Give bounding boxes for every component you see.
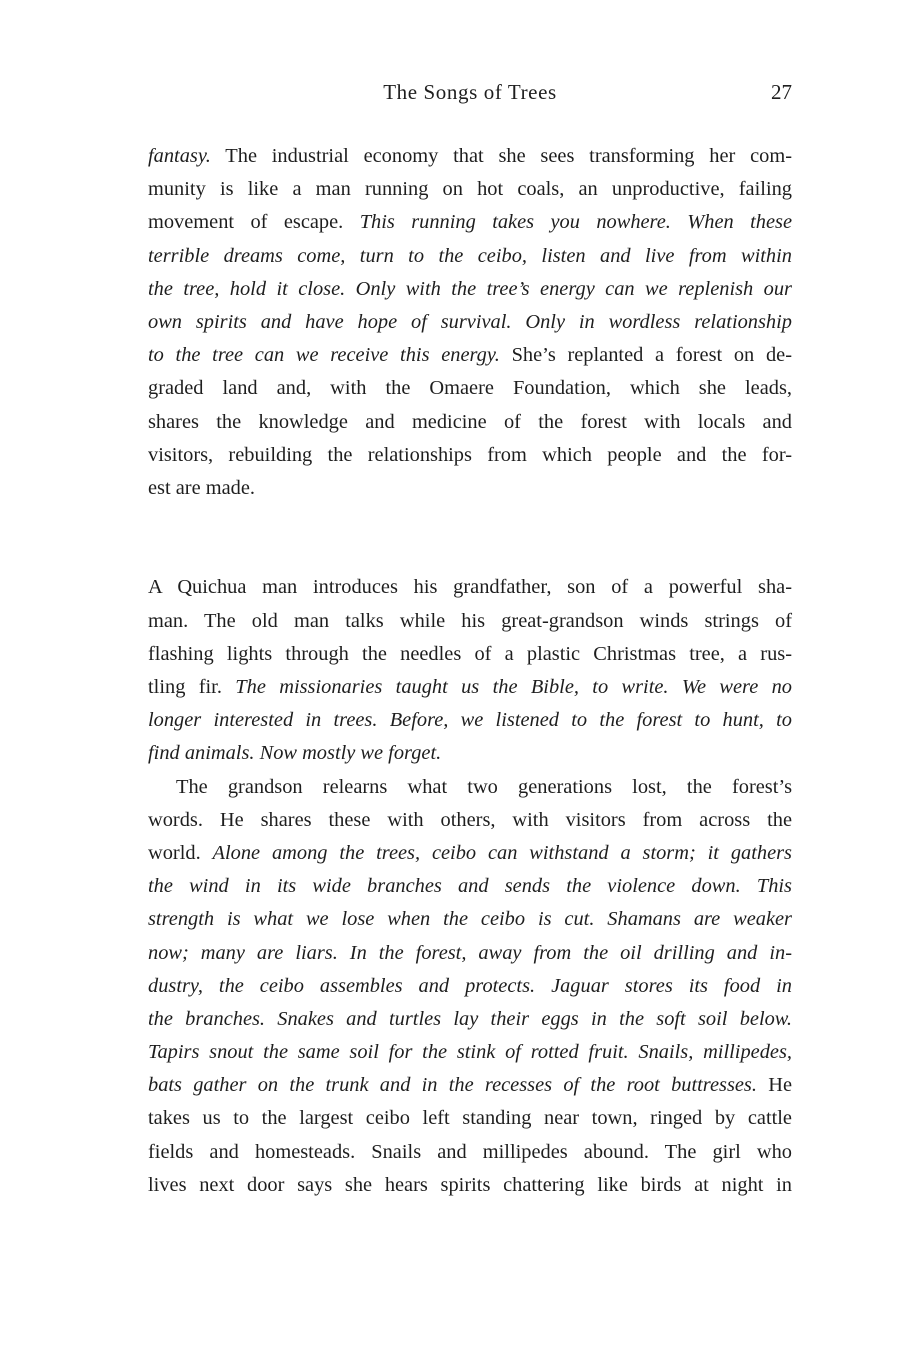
- running-head: [148, 80, 792, 110]
- text-line: The grandson relearns what two generations lost, the forest’s: [176, 775, 792, 798]
- roman-text: The industrial economy that she sees transforming her com-: [210, 145, 792, 167]
- text-line: A Quichua man introduces his grandfather, son of a powerful sha-: [148, 576, 792, 599]
- text-line: [148, 206, 792, 239]
- italic-text: The missionaries taught us the Bible, to write. We were no: [235, 676, 792, 699]
- paragraph-2: [148, 571, 792, 770]
- text-line: terrible dreams come, turn to the ceibo, listen and live from within: [148, 244, 792, 267]
- text-line: [148, 1069, 792, 1102]
- body-text: [148, 140, 792, 1202]
- text-line: the branches. Snakes and turtles lay their eggs in the soft soil below.: [148, 1007, 792, 1030]
- roman-text: He: [756, 1074, 792, 1097]
- italic-text: Alone among the trees, ceibo can withstand a storm; it gathers: [212, 841, 792, 864]
- text-line: [148, 671, 792, 704]
- text-line: dustry, the ceibo assembles and protects. Jaguar stores its food in: [148, 974, 792, 997]
- text-line: [148, 140, 792, 173]
- text-line: longer interested in trees. Before, we listened to the forest to hunt, to: [148, 709, 792, 732]
- italic-text: bats gather on the trunk and in the recesses of the root buttresses.: [148, 1074, 757, 1097]
- text-line: flashing lights through the needles of a plastic Christmas tree, a rus-: [148, 642, 792, 665]
- text-line: Tapirs snout the same soil for the stink of rotted fruit. Snails, millipedes,: [148, 1041, 792, 1064]
- text-line: munity is like a man running on hot coals, an unproductive, failing: [148, 178, 792, 201]
- book-title: The Songs of Trees: [383, 80, 557, 104]
- roman-text: world.: [148, 841, 213, 864]
- section-break: [148, 505, 792, 571]
- text-line: fields and homesteads. Snails and millipedes abound. The girl who: [148, 1140, 792, 1163]
- text-line: words. He shares these with others, with visitors from across the: [148, 808, 792, 831]
- roman-text: movement of escape.: [148, 211, 360, 234]
- italic-text: to the tree can we receive this energy.: [148, 344, 500, 367]
- text-line: shares the knowledge and medicine of the forest with locals and: [148, 410, 792, 433]
- text-line: now; many are liars. In the forest, away from the oil drilling and in-: [148, 941, 792, 964]
- text-line: the tree, hold it close. Only with the tree’s energy can we replenish our: [148, 277, 792, 300]
- text-line: find animals. Now mostly we forget.: [148, 742, 442, 765]
- text-line: est are made.: [148, 476, 255, 499]
- text-line: [148, 339, 792, 372]
- text-line: strength is what we lose when the ceibo is cut. Shamans are weaker: [148, 908, 792, 931]
- text-line: graded land and, with the Omaere Foundation, which she leads,: [148, 377, 792, 400]
- text-line: visitors, rebuilding the relationships from which people and the for-: [148, 443, 792, 466]
- roman-text: She’s replanted a forest on de-: [499, 344, 792, 367]
- italic-text: fantasy.: [148, 145, 211, 167]
- text-line: man. The old man talks while his great-grandson winds strings of: [148, 609, 792, 632]
- text-line: own spirits and have hope of survival. Only in wordless relationship: [148, 310, 792, 333]
- paragraph-1: [148, 140, 792, 505]
- text-line: [148, 837, 792, 870]
- roman-text: tling fir.: [148, 676, 236, 699]
- text-line: takes us to the largest ceibo left standing near town, ringed by cattle: [148, 1107, 792, 1130]
- text-line: lives next door says she hears spirits chattering like birds at night in: [148, 1173, 792, 1196]
- text-line: the wind in its wide branches and sends the violence down. This: [148, 875, 792, 898]
- paragraph-3: [148, 771, 792, 1202]
- italic-text: This running takes you nowhere. When these: [359, 211, 793, 234]
- page-number: 27: [771, 80, 792, 104]
